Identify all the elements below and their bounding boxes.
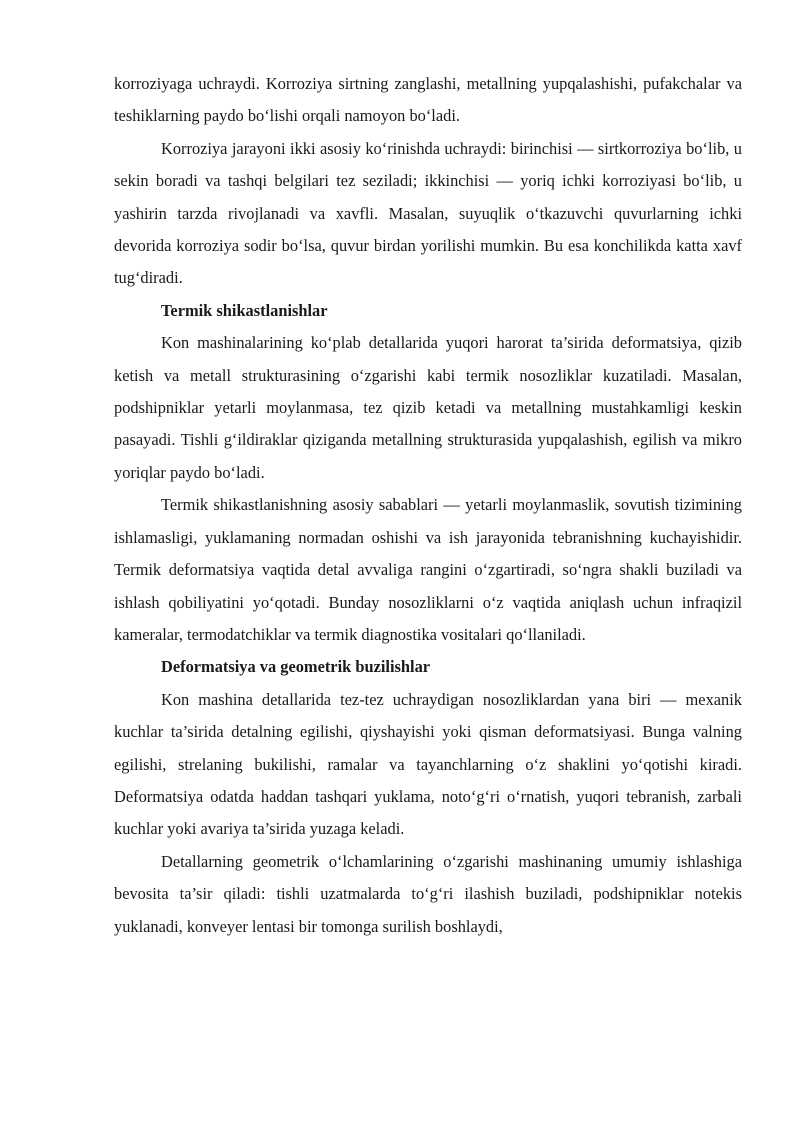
paragraph-termik-sabablar: Termik shikastlanishning asosiy sabablari — yetarli moylanmaslik, sovutish tizimining ishlamasligi, yuklamaning normadan oshishi va ish jarayonida tebranishning kuchayishidir. Termik deformatsiya vaqtida detal avvaliga rangini o‘zgartiradi, so‘ngra shakli buziladi va ishlash qobiliyatini yo‘qotadi. Bunday nosozliklarni o‘z vaqtida aniqlash uchun infraqizil kameralar, termodatchiklar va termik diagnostika vositalari qo‘llaniladi. xyxy=(114,495,742,644)
paragraph-geometrik-olchamlar: Detallarning geometrik o‘lchamlarining o‘zgarishi mashinaning umumiy ishlashiga bevosita ta’sir qiladi: tishli uzatmalarda to‘g‘ri ilashish buziladi, podshipniklar notekis yuklanadi, konveyer lentasi bir tomonga surilish boshlaydi, xyxy=(114,851,742,936)
paragraph-korrozia-continued: korroziyaga uchraydi. Korroziya sirtning zanglashi, metallning yupqalashishi, pufakchalar va teshiklarning paydo bo‘lishi orqali namoyon bo‘ladi. xyxy=(114,74,742,126)
heading-deformatsiya: Deformatsiya va geometrik buzilishlar xyxy=(161,657,431,677)
paragraph-korrozia-types: Korroziya jarayoni ikki asosiy ko‘rinishda uchraydi: birinchisi — sirtkorroziya bo‘lib, u sekin boradi va tashqi belgilari tez seziladi; ikkinchisi — yoriq ichki korroziyasi bo‘lib, u yashirin tarzda rivojlanadi va xavfli. Masalan, suyuqlik o‘tkazuvchi quvurlarning ichki devorida korroziya sodir bo‘lsa, quvur birdan yorilishi mumkin. Bu esa konchilikda katta xavf tug‘diradi. xyxy=(114,138,742,288)
paragraph-deformatsiya: Kon mashina detallarida tez-tez uchraydigan nosozliklardan yana biri — mexanik kuchlar ta’sirida detalning egilishi, qiyshayishi yoki qisman deformatsiyasi. Bunga valning egilishi, strelaning bukilishi, ramalar va tayanchlarning o‘z shaklini yo‘qotishi kiradi. Deformatsiya odatda haddan tashqari yuklama, noto‘g‘ri o‘rnatish, yuqori tebranish, zarbali kuchlar yoki avariya ta’sirida yuzaga keladi. xyxy=(114,689,742,839)
paragraph-termik-nosozliklar: Kon mashinalarining ko‘plab detallarida yuqori harorat ta’sirida deformatsiya, qizib ketish va metall strukturasining o‘zgarishi kabi termik nosozliklar kuzatiladi. Masalan, podshipniklar yetarli moylanmasa, tez qizib ketadi va metallning mustahkamligi keskin pasayadi. Tishli g‘ildiraklar qiziganda metallning strukturasida yupqalashish, egilish va mikro yoriqlar paydo bo‘ladi. xyxy=(114,333,742,482)
heading-termik-shikastlanishlar: Termik shikastlanishlar xyxy=(161,300,328,320)
document-page xyxy=(114,68,742,943)
